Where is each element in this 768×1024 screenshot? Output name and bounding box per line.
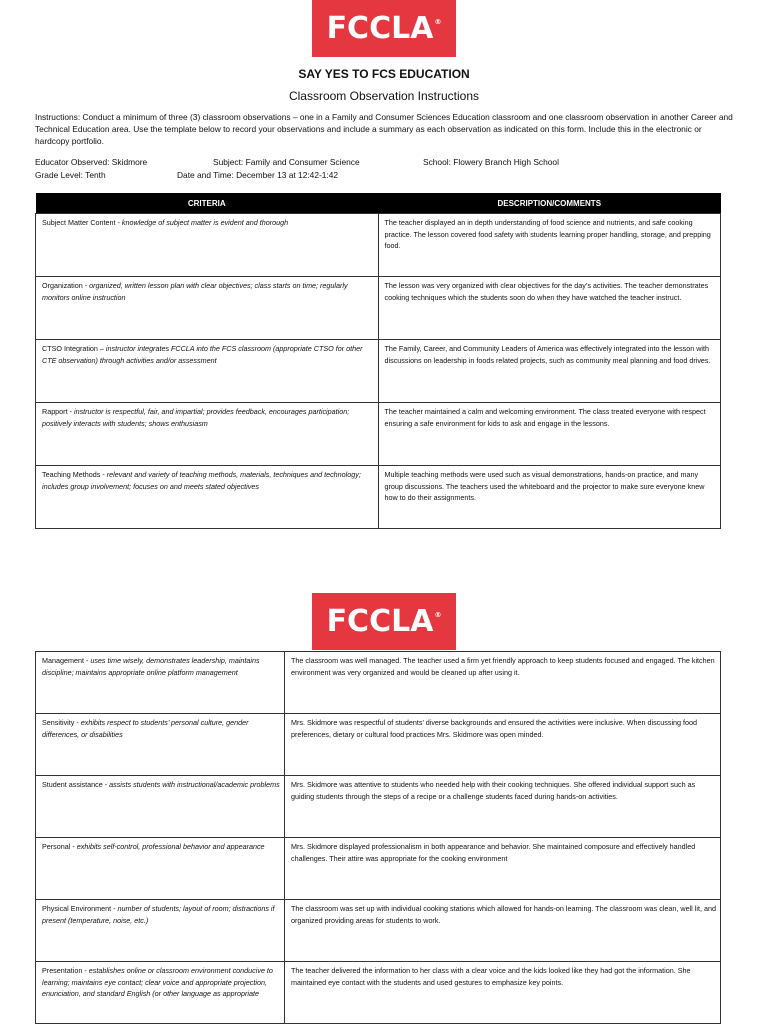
criteria-label: Teaching Methods - <box>42 470 107 479</box>
criteria-description: establishes online or classroom environment conducive to learning; maintains eye contact; clear voice and appropriate projection, enunciation, and standard English (or other language as appropriate <box>42 966 273 998</box>
table-body <box>36 214 721 529</box>
logo-text: FCCLA <box>326 604 434 639</box>
criteria-cell <box>36 403 379 466</box>
table-row <box>36 340 721 403</box>
table-row <box>36 838 721 900</box>
observation-table-page1 <box>35 193 721 529</box>
criteria-description: uses time wisely, demonstrates leadership, maintains discipline; maintains appropriate online platform management <box>42 656 260 677</box>
table-row <box>36 652 721 714</box>
school-field: School: Flowery Branch High School <box>423 157 559 167</box>
logo-text: FCCLA <box>326 11 434 46</box>
table-row <box>36 277 721 340</box>
criteria-cell <box>36 962 285 1024</box>
criteria-description: organized, written lesson plan with clear objectives; class starts on time; regularly monitors online instruction <box>42 281 348 302</box>
table-body <box>36 652 721 1024</box>
criteria-label: Organization - <box>42 281 90 290</box>
criteria-label: Physical Environment - <box>42 904 118 913</box>
criteria-description: exhibits respect to students’ personal culture, gender differences, or disabilities <box>42 718 249 739</box>
educator-observed: Educator Observed: Skidmore <box>35 157 148 167</box>
table-row <box>36 466 721 529</box>
comment-cell: The lesson was very organized with clear objectives for the day’s activities. The teacher demonstrates cooking techniques which the students soon do when they have watched the teacher instruct. <box>378 277 721 340</box>
logo-registered-mark: ® <box>434 610 442 619</box>
comment-cell: The classroom was set up with individual cooking stations which allowed for hands-on learning. The classroom was clean, well lit, and organized providing areas for students to work. <box>285 900 721 962</box>
comment-cell: Mrs. Skidmore displayed professionalism in both appearance and behavior. She maintained composure and effectively handled challenges. Their attire was appropriate for the cooking environment <box>285 838 721 900</box>
criteria-label: Presentation - <box>42 966 89 975</box>
table-row <box>36 776 721 838</box>
comment-cell: The Family, Career, and Community Leaders of America was effectively integrated into the lesson with discussions on leadership in foods related projects, such as community meal planning and food drives. <box>378 340 721 403</box>
table-row <box>36 214 721 277</box>
subject-field: Subject: Family and Consumer Science <box>213 157 360 167</box>
page-subtitle: Classroom Observation Instructions <box>288 89 480 103</box>
logo-registered-mark: ® <box>434 17 442 26</box>
table-row <box>36 714 721 776</box>
observation-table-page2 <box>35 651 721 1024</box>
table-row <box>36 900 721 962</box>
description-header: DESCRIPTION/COMMENTS <box>378 193 721 214</box>
criteria-description: instructor is respectful, fair, and impartial; provides feedback, encourages participation; positively interacts with students; shows enthusiasm <box>42 407 350 428</box>
criteria-cell <box>36 277 379 340</box>
comment-cell: The teacher maintained a calm and welcoming environment. The class treated everyone with respect ensuring a safe environment for kids to ask and engage in the lessons. <box>378 403 721 466</box>
comment-cell: The teacher displayed an in depth understanding of food science and nutrients, and safe cooking practice. The lesson covered food safety with students learning proper handling, storage, and prepping food. <box>378 214 721 277</box>
instructions-text: Instructions: Conduct a minimum of three (3) classroom observations – one in a Family and Consumer Sciences Education classroom and one classroom observation in another Career and Technical Education area. Use the template below to record your observations and include a summary as each observation as indicated on this form. Include this in the electronic or hardcopy portfolio. <box>35 112 733 146</box>
criteria-label: Management - <box>42 656 91 665</box>
criteria-cell <box>36 900 285 962</box>
fccla-logo-page2 <box>312 593 456 650</box>
comment-cell: Multiple teaching methods were used such as visual demonstrations, hands-on practice, and many group discussions. The teachers used the whiteboard and the projector to make sure everyone knew how to do their assignments. <box>378 466 721 529</box>
criteria-label: Sensitivity - <box>42 718 81 727</box>
criteria-cell <box>36 714 285 776</box>
grade-level: Grade Level: Tenth <box>35 170 106 180</box>
table-header-row <box>36 193 721 214</box>
criteria-label: CTSO Integration – <box>42 344 106 353</box>
date-and-time: Date and Time: December 13 at 12:42-1:42 <box>177 170 339 180</box>
criteria-description: instructor integrates FCCLA into the FCS classroom (appropriate CTSO for other CTE observation) through activities and/or assessment <box>42 344 363 365</box>
criteria-description: relevant and variety of teaching methods, materials, techniques and technology; includes group involvement; focuses on and meets stated objectives <box>42 470 361 491</box>
criteria-label: Personal - <box>42 842 77 851</box>
criteria-cell <box>36 340 379 403</box>
criteria-description: number of students; layout of room; distractions if present (temperature, noise, etc.) <box>42 904 275 925</box>
comment-cell: The classroom was well managed. The teacher used a firm yet friendly approach to keep students focused and engaged. The kitchen environment was very organized and would be cleaned up after using it. <box>285 652 721 714</box>
criteria-description: knowledge of subject matter is evident and thorough <box>121 218 289 227</box>
criteria-cell <box>36 776 285 838</box>
criteria-description: assists students with instructional/academic problems <box>109 780 280 789</box>
criteria-cell <box>36 838 285 900</box>
criteria-label: Subject Matter Content - <box>42 218 122 227</box>
criteria-cell <box>36 214 379 277</box>
table-row <box>36 403 721 466</box>
criteria-label: Student assistance - <box>42 780 110 789</box>
criteria-description: exhibits self-control, professional behavior and appearance <box>76 842 265 851</box>
comment-cell: Mrs. Skidmore was attentive to students who needed help with their cooking techniques. She offered individual support such as guiding students through the steps of a recipe or a challenge students faced during hands-on activities. <box>285 776 721 838</box>
criteria-cell <box>36 652 285 714</box>
criteria-header: CRITERIA <box>36 193 379 214</box>
fccla-logo <box>312 0 456 57</box>
table-row <box>36 962 721 1024</box>
page-title: SAY YES TO FCS EDUCATION <box>298 67 470 81</box>
criteria-cell <box>36 466 379 529</box>
comment-cell: Mrs. Skidmore was respectful of students’ diverse backgrounds and ensured the activities were inclusive. When discussing food preferences, dietary or cultural food practices Mrs. Skidmore was open minded. <box>285 714 721 776</box>
comment-cell: The teacher delivered the information to her class with a clear voice and the kids looked like they had got the information. She maintained eye contact with the students and used gestures to emphasize key points. <box>285 962 721 1024</box>
criteria-label: Rapport - <box>42 407 74 416</box>
